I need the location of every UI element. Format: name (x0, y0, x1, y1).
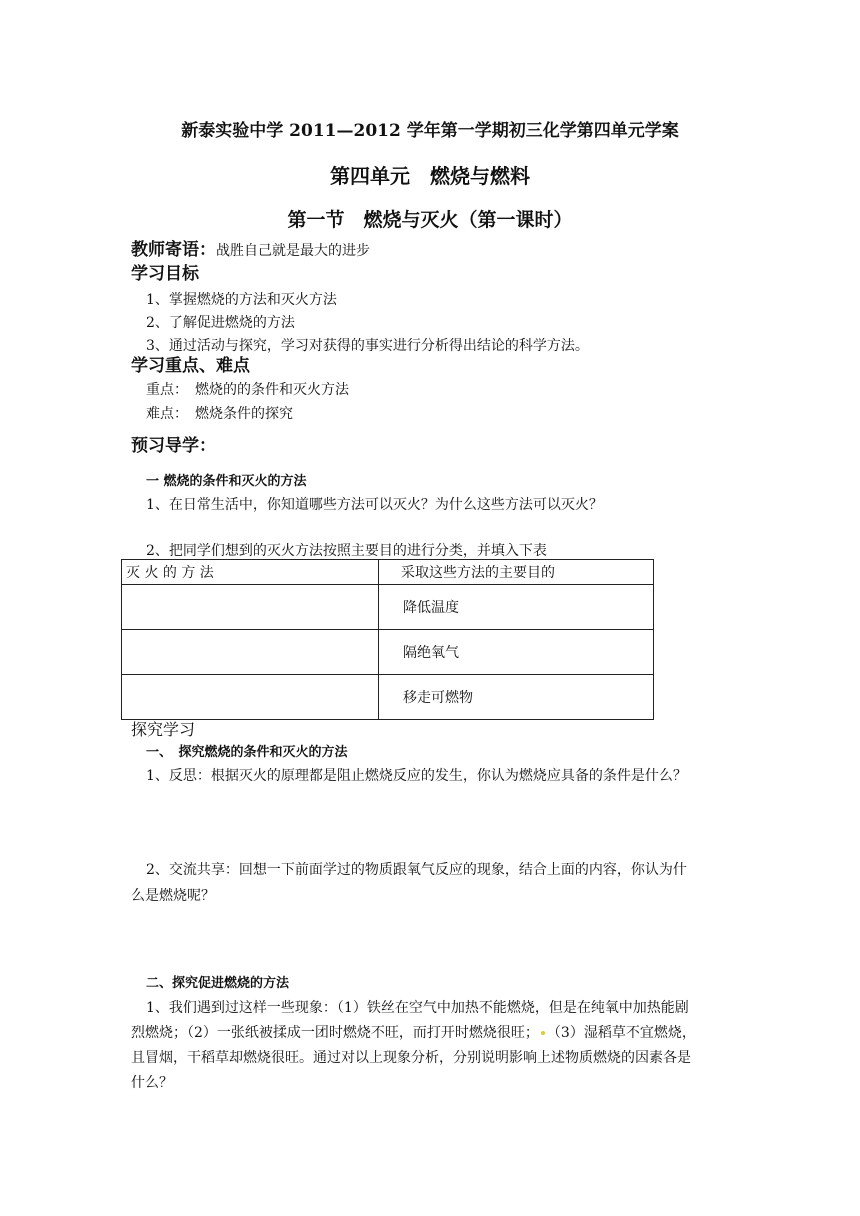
table-row (122, 630, 654, 675)
preview-question-1: 1、在日常生活中，你知道哪些方法可以灭火？为什么这些方法可以灭火？ (146, 497, 603, 513)
table-header-method-label: 灭 火 的 方 法 (126, 565, 214, 581)
explore-part1-question-2-line1: 2、交流共享：回想一下前面学过的物质跟氧气反应的现象，结合上面的内容，你认为什 (146, 862, 687, 878)
explore-part2-question-line3: 且冒烟，干稻草却燃烧很旺。通过对以上现象分析，分别说明影响上述物质燃烧的因素各是 (131, 1050, 691, 1066)
explore-part2-question-line2b: （3）湿稻草不宜燃烧， (546, 1025, 696, 1041)
table-cell-purpose: 移走可燃物 (379, 675, 654, 720)
preview-heading: 预习导学： (131, 436, 216, 456)
extinguish-methods-table (121, 559, 654, 720)
preview-subheading: 一 燃烧的条件和灭火的方法 (146, 474, 307, 489)
teacher-message (131, 240, 370, 261)
table-header-method (122, 560, 379, 585)
section-title: 第一节 燃烧与灭火（第一课时） (287, 209, 573, 231)
table-cell-method[interactable] (122, 585, 379, 630)
table-header-purpose (379, 560, 654, 585)
explore-part1-question-1: 1、反思：根据灭火的原理都是阻止燃烧反应的发生，你认为燃烧应具备的条件是什么？ (146, 768, 687, 784)
table-cell-method[interactable] (122, 675, 379, 720)
table-row (122, 585, 654, 630)
goal-item: 2、了解促进燃烧的方法 (146, 315, 295, 331)
goals-heading: 学习目标 (131, 264, 199, 284)
table-cell-purpose: 隔绝氧气 (379, 630, 654, 675)
goal-item: 3、通过活动与探究，学习对获得的事实进行分析得出结论的科学方法。 (146, 338, 589, 354)
table-cell-purpose: 降低温度 (379, 585, 654, 630)
explore-part2-question-line1: 1、我们遇到过这样一些现象：（1）铁丝在空气中加热不能燃烧，但是在纯氧中加热能剧 (146, 1000, 689, 1016)
table-cell-method[interactable] (122, 630, 379, 675)
explore-part1-heading: 一、 探究燃烧的条件和灭火的方法 (146, 745, 348, 760)
key-points-heading: 学习重点、难点 (131, 356, 250, 376)
focus-point: 重点： 燃烧的的条件和灭火方法 (146, 382, 349, 398)
table-header-purpose-label: 采取这些方法的主要目的 (401, 565, 555, 581)
preview-question-2: 2、把同学们想到的灭火方法按照主要目的进行分类，并填入下表 (146, 543, 547, 559)
explore-part2-heading: 二、探究促进燃烧的方法 (146, 976, 290, 991)
teacher-message-text: 战胜自己就是最大的进步 (216, 243, 370, 259)
school-title: 新泰实验中学 2011—2012 学年第一学期初三化学第四单元学案 (181, 121, 679, 141)
highlight-dot-icon (541, 1031, 545, 1035)
explore-part2-question-line2 (131, 1023, 696, 1043)
difficulty-point: 难点： 燃烧条件的探究 (146, 406, 293, 422)
explore-part1-question-2-line2: 么是燃烧呢？ (131, 888, 215, 904)
table-row (122, 675, 654, 720)
goal-item: 1、掌握燃烧的方法和灭火方法 (146, 292, 337, 308)
teacher-message-label: 教师寄语： (131, 240, 216, 260)
explore-part2-question-line2a: 烈燃烧；（2）一张纸被揉成一团时燃烧不旺，而打开时燃烧很旺； (131, 1025, 539, 1041)
explore-heading: 探究学习 (131, 720, 196, 739)
unit-title: 第四单元 燃烧与燃料 (330, 164, 530, 188)
explore-part2-question-line4: 什么？ (131, 1075, 173, 1091)
table-header-row (122, 560, 654, 585)
